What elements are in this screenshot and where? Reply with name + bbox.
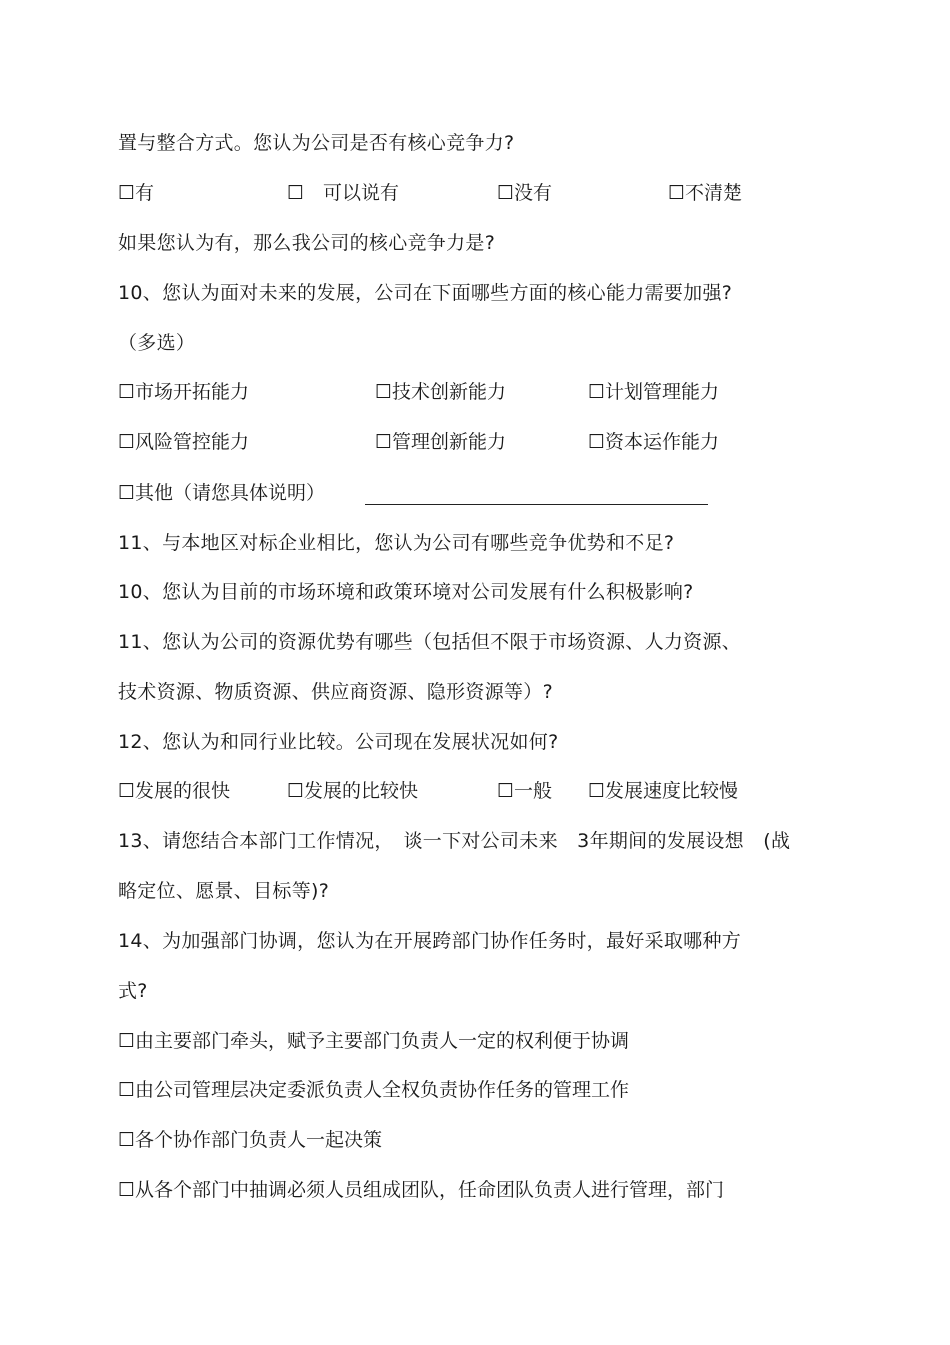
option-status-very-fast[interactable]: ☐发展的很快 xyxy=(118,780,231,802)
question-10: 10、您认为面对未来的发展，公司在下面哪些方面的核心能力需要加强? xyxy=(118,282,733,304)
option-core-somewhat[interactable]: ☐ 可以说有 xyxy=(287,182,400,204)
option-status-average[interactable]: ☐一般 xyxy=(497,780,553,802)
option-core-unclear[interactable]: ☐不清楚 xyxy=(668,182,743,204)
checkbox-icon[interactable]: ☐ xyxy=(668,182,686,204)
question-14: 14、为加强部门协调，您认为在开展跨部门协作任务时，最好采取哪种方 xyxy=(118,930,742,952)
question-11-b: 11、您认为公司的资源优势有哪些（包括但不限于市场资源、人力资源、 xyxy=(118,631,742,653)
option-status-fast[interactable]: ☐发展的比较快 xyxy=(287,780,419,802)
checkbox-icon[interactable]: ☐ xyxy=(118,482,136,504)
question-9-followup: 如果您认为有，那么我公司的核心竞争力是? xyxy=(118,232,496,254)
option-status-slow[interactable]: ☐发展速度比较慢 xyxy=(588,780,739,802)
question-10-b: 10、您认为目前的市场环境和政策环境对公司发展有什么积极影响? xyxy=(118,581,694,603)
checkbox-icon[interactable]: ☐ xyxy=(118,1129,136,1151)
option-tech-innovation[interactable]: ☐技术创新能力 xyxy=(375,381,507,403)
option-market-expansion[interactable]: ☐市场开拓能力 xyxy=(118,381,250,403)
checkbox-icon[interactable]: ☐ xyxy=(287,780,305,802)
checkbox-icon[interactable]: ☐ xyxy=(588,381,606,403)
checkbox-icon[interactable]: ☐ xyxy=(118,780,136,802)
checkbox-icon[interactable]: ☐ xyxy=(118,381,136,403)
option-capital-operation[interactable]: ☐资本运作能力 xyxy=(588,431,720,453)
checkbox-icon[interactable]: ☐ xyxy=(588,780,606,802)
checkbox-icon[interactable]: ☐ xyxy=(497,182,515,204)
checkbox-icon[interactable]: ☐ xyxy=(497,780,515,802)
question-13: 13、请您结合本部门工作情况， 谈一下对公司未来 3年期间的发展设想 (战 xyxy=(118,830,791,852)
checkbox-icon[interactable]: ☐ xyxy=(375,431,393,453)
option-risk-control[interactable]: ☐风险管控能力 xyxy=(118,431,250,453)
option-management-appoints[interactable]: ☐由公司管理层决定委派负责人全权负责协作任务的管理工作 xyxy=(118,1079,630,1101)
question-9-continued: 置与整合方式。您认为公司是否有核心竞争力? xyxy=(118,132,515,154)
option-plan-management[interactable]: ☐计划管理能力 xyxy=(588,381,720,403)
checkbox-icon[interactable]: ☐ xyxy=(375,381,393,403)
checkbox-icon[interactable]: ☐ xyxy=(287,182,305,204)
option-lead-department[interactable]: ☐由主要部门牵头，赋予主要部门负责人一定的权利便于协调 xyxy=(118,1030,630,1052)
checkbox-icon[interactable]: ☐ xyxy=(118,1030,136,1052)
checkbox-icon[interactable]: ☐ xyxy=(118,1079,136,1101)
question-14-continued: 式? xyxy=(118,980,148,1002)
checkbox-icon[interactable]: ☐ xyxy=(118,431,136,453)
other-fill-in-blank[interactable] xyxy=(365,504,708,505)
question-13-continued: 略定位、愿景、目标等)? xyxy=(118,880,330,902)
option-core-no[interactable]: ☐没有 xyxy=(497,182,553,204)
checkbox-icon[interactable]: ☐ xyxy=(588,431,606,453)
question-11-b-continued: 技术资源、物质资源、供应商资源、隐形资源等）? xyxy=(118,681,553,703)
checkbox-icon[interactable]: ☐ xyxy=(118,1179,136,1201)
question-11-a: 11、与本地区对标企业相比，您认为公司有哪些竞争优势和不足? xyxy=(118,532,675,554)
question-12: 12、您认为和同行业比较。公司现在发展状况如何? xyxy=(118,731,559,753)
option-cross-team[interactable]: ☐从各个部门中抽调必须人员组成团队，任命团队负责人进行管理，部门 xyxy=(118,1179,725,1201)
option-core-yes[interactable]: ☐有 xyxy=(118,182,155,204)
option-other[interactable]: ☐其他（请您具体说明） xyxy=(118,482,326,504)
option-joint-decision[interactable]: ☐各个协作部门负责人一起决策 xyxy=(118,1129,383,1151)
checkbox-icon[interactable]: ☐ xyxy=(118,182,136,204)
multi-select-note: （多选） xyxy=(118,332,196,354)
option-management-innovation[interactable]: ☐管理创新能力 xyxy=(375,431,507,453)
